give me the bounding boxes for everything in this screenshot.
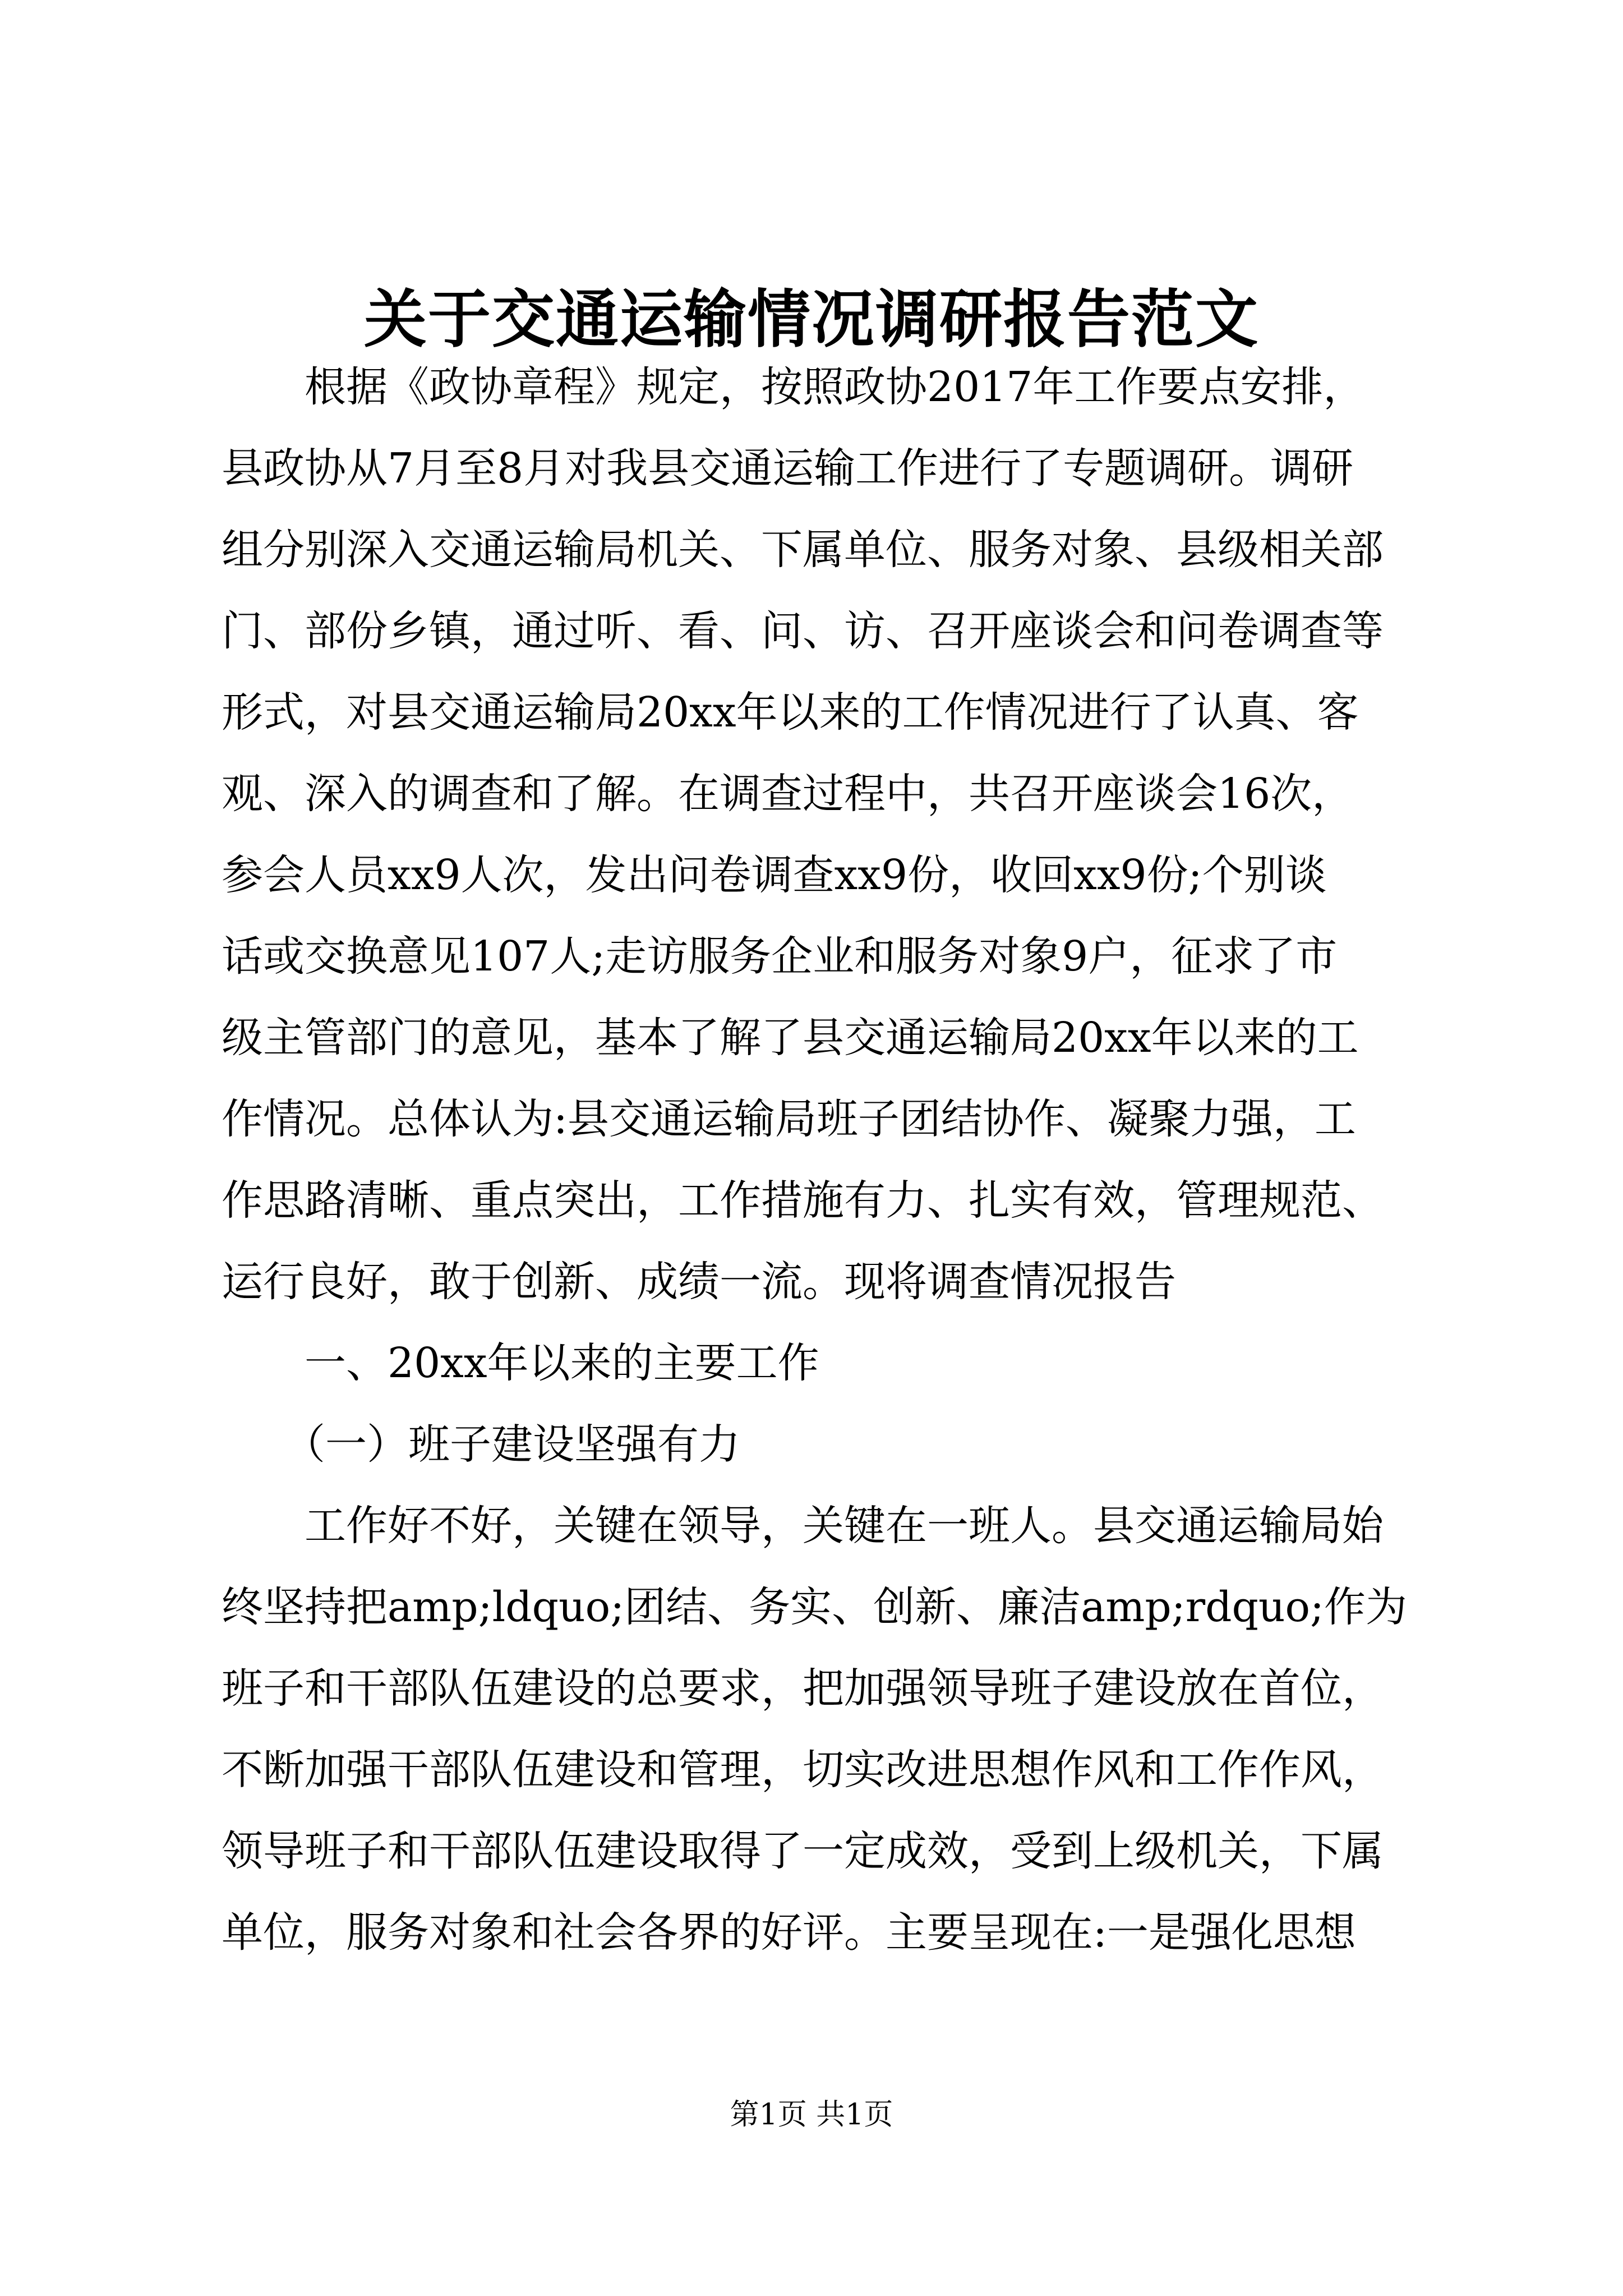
subsection-heading: （一）班子建设坚强有力 (222, 1420, 740, 1469)
body-line-18: 单位，服务对象和社会各界的好评。主要呈现在:一是强化思想 (222, 1908, 1356, 1957)
page-footer: 第1页 共1页 (730, 2098, 893, 2132)
body-line-12: 运行良好，敢于创新、成绩一流。现将调查情况报告 (222, 1258, 1176, 1306)
body-line-5: 形式，对县交通运输局20xx年以来的工作情况进行了认真、客 (222, 688, 1359, 737)
body-line-1: 根据《政协章程》规定，按照政协2017年工作要点安排， (222, 363, 1365, 411)
document-title: 关于交通运输情况调研报告范文 (364, 283, 1259, 356)
body-line-7: 参会人员xx9人次，发出问卷调查xx9份，收回xx9份;个别谈 (222, 851, 1327, 899)
body-line-4: 门、部份乡镇，通过听、看、问、访、召开座谈会和问卷调查等 (222, 607, 1384, 655)
body-line-3: 组分别深入交通运输局机关、下属单位、服务对象、县级相关部 (222, 526, 1384, 574)
section-heading: 一、20xx年以来的主要工作 (222, 1339, 819, 1387)
body-line-2: 县政协从7月至8月对我县交通运输工作进行了专题调研。调研 (222, 444, 1354, 493)
body-line-6: 观、深入的调查和了解。在调查过程中，共召开座谈会16次， (222, 770, 1354, 818)
body-line-11: 作思路清晰、重点突出，工作措施有力、扎实有效，管理规范、 (222, 1176, 1384, 1225)
body-line-8: 话或交换意见107人;走访服务企业和服务对象9户，征求了市 (222, 932, 1338, 981)
body-line-17: 领导班子和干部队伍建设取得了一定成效，受到上级机关，下属 (222, 1827, 1384, 1875)
body-line-9: 级主管部门的意见，基本了解了县交通运输局20xx年以来的工 (222, 1014, 1359, 1062)
body-line-15: 班子和干部队伍建设的总要求，把加强领导班子建设放在首位， (222, 1664, 1384, 1713)
body-line-13: 工作好不好，关键在领导，关键在一班人。县交通运输局始 (222, 1502, 1384, 1550)
body-line-14: 终坚持把amp;ldquo;团结、务实、创新、廉洁amp;rdquo;作为 (222, 1583, 1407, 1631)
body-line-16: 不断加强干部队伍建设和管理，切实改进思想作风和工作作风， (222, 1746, 1384, 1794)
body-line-10: 作情况。总体认为:县交通运输局班子团结协作、凝聚力强，工 (222, 1095, 1356, 1143)
